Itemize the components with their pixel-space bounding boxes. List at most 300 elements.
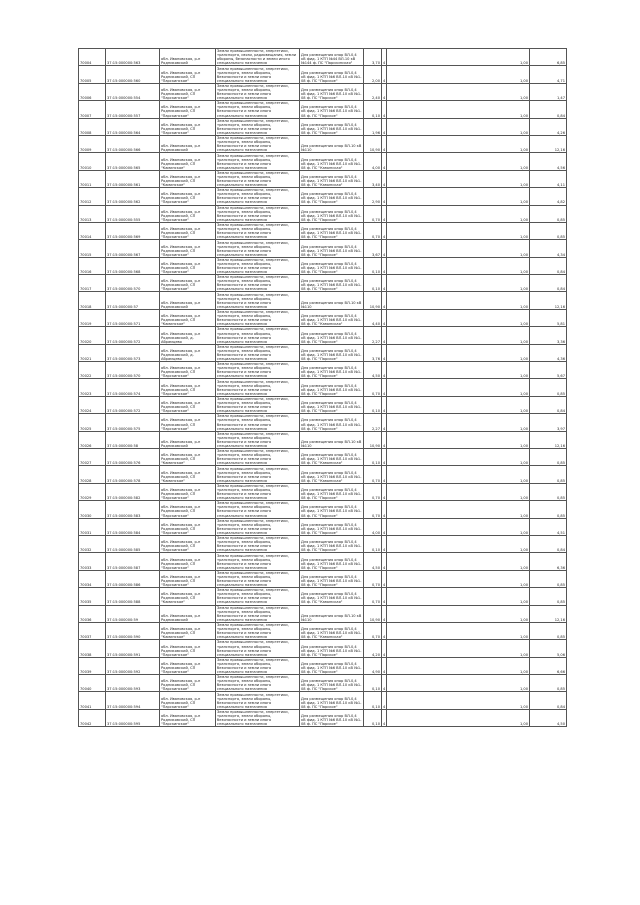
row-id: 70042 bbox=[79, 709, 106, 726]
cadastral-value: 4,71 bbox=[530, 66, 567, 83]
cadastral-value: 0,85 bbox=[530, 379, 567, 396]
cadastral-value: 4,36 bbox=[530, 344, 567, 361]
row-id: 70025 bbox=[79, 414, 106, 431]
cadastral-number: 37:15:000000:584 bbox=[106, 518, 160, 535]
cadastral-number: 37:15:000000:57 bbox=[106, 292, 160, 309]
land-category: Земли промышленности, энергетики, транспорта, земли обороны, безопасности и земли иного специального назначения bbox=[216, 379, 300, 396]
row-id: 70027 bbox=[79, 448, 106, 465]
coefficient-value: 1,00 bbox=[387, 118, 530, 135]
coefficient-value: 1,00 bbox=[387, 379, 530, 396]
row-id: 70041 bbox=[79, 692, 106, 709]
table-row bbox=[79, 118, 567, 135]
permitted-use: Для размещения опор ВЛ-0,4 кВ фид. 1 КТП №6 ВЛ-10 кВ №1-08 ф. ПС "Парское" bbox=[300, 414, 364, 431]
unit-flag: 4 bbox=[382, 275, 387, 292]
parcel-address: обл. Ивановская, р-н Родниковский, СП "Парскинское" bbox=[160, 518, 216, 535]
area-value: 0,10 bbox=[364, 396, 382, 413]
land-category: Земли промышленности, энергетики, транспорта, земли обороны, безопасности и земли иного специального назначения bbox=[216, 101, 300, 118]
permitted-use: Для размещения опор ВЛ-10 кВ №110 bbox=[300, 135, 364, 152]
land-category: Земли промышленности, энергетики, транспорта, земли обороны, безопасности и земли иного специального назначения bbox=[216, 553, 300, 570]
cadastral-value: 0,85 bbox=[530, 205, 567, 222]
row-id: 70014 bbox=[79, 222, 106, 239]
permitted-use: Для размещения опор ВЛ-0,4 кВ фид. 1 КТП №6 ВЛ-10 кВ №1-08 ф. ПС "Парское" bbox=[300, 188, 364, 205]
land-category: Земли промышленности, энергетики, транспорта, земли обороны, безопасности и земли иного специального назначения bbox=[216, 483, 300, 500]
row-id: 70033 bbox=[79, 553, 106, 570]
cadastral-number: 37:15:000000:572 bbox=[106, 396, 160, 413]
cadastral-number: 37:15:000000:593 bbox=[106, 675, 160, 692]
land-category: Земли промышленности, энергетики, транспорта, земли обороны, безопасности и земли иного специального назначения bbox=[216, 675, 300, 692]
unit-flag: 4 bbox=[382, 205, 387, 222]
unit-flag: 4 bbox=[382, 362, 387, 379]
cadastral-value: 0,85 bbox=[530, 675, 567, 692]
land-category: Земли промышленности, энергетики, транспорта, земли обороны, безопасности и земли иного специального назначения bbox=[216, 309, 300, 326]
cadastral-value: 0,85 bbox=[530, 501, 567, 518]
parcel-address: обл. Ивановская, р-н Родниковский, СП "Парскинское" bbox=[160, 101, 216, 118]
table-row bbox=[79, 188, 567, 205]
unit-flag: 4 bbox=[382, 692, 387, 709]
cadastral-value: 0,84 bbox=[530, 101, 567, 118]
row-id: 70038 bbox=[79, 640, 106, 657]
area-value: 0,10 bbox=[364, 275, 382, 292]
permitted-use: Для размещения опор ВЛ-0,4 кВ фид. 1 КТП №44 ВЛ-10 кВ №144 ф. ПС "Парскинская" bbox=[300, 49, 364, 66]
coefficient-value: 1,00 bbox=[387, 518, 530, 535]
cadastral-number: 37:15:000000:583 bbox=[106, 501, 160, 518]
row-id: 70015 bbox=[79, 240, 106, 257]
parcel-address: обл. Ивановская, р-н Родниковский bbox=[160, 49, 216, 66]
coefficient-value: 1,00 bbox=[387, 414, 530, 431]
table-row bbox=[79, 588, 567, 605]
area-value: 0,10 bbox=[364, 101, 382, 118]
permitted-use: Для размещения опор ВЛ-10 кВ №110 bbox=[300, 431, 364, 448]
row-id: 70036 bbox=[79, 605, 106, 622]
permitted-use: Для размещения опор ВЛ-0,4 кВ фид. 1 КТП №6 ВЛ-10 кВ №1-08 ф. ПС "Парское" bbox=[300, 535, 364, 552]
land-category: Земли промышленности, энергетики, транспорта, земли обороны, безопасности и земли иного специального назначения bbox=[216, 518, 300, 535]
row-id: 70005 bbox=[79, 66, 106, 83]
permitted-use: Для размещения опор ВЛ-0,4 кВ фид. 1 КТП №6 ВЛ-10 кВ №1-08 ф. ПС "Парское" bbox=[300, 222, 364, 239]
row-id: 70028 bbox=[79, 466, 106, 483]
table-row bbox=[79, 622, 567, 639]
area-value: 0,10 bbox=[364, 535, 382, 552]
row-id: 70030 bbox=[79, 501, 106, 518]
unit-flag: 4 bbox=[382, 588, 387, 605]
permitted-use: Для размещения опор ВЛ-0,4 кВ фид. 1 КТП №6 ВЛ-10 кВ №1-08 ф. ПС "Каминская" bbox=[300, 448, 364, 465]
cadastral-number: 37:15:000000:578 bbox=[106, 466, 160, 483]
row-id: 70016 bbox=[79, 257, 106, 274]
area-value: 10,90 bbox=[364, 292, 382, 309]
land-category: Земли промышленности, энергетики, транспорта, земли обороны, безопасности и земли иного специального назначения bbox=[216, 414, 300, 431]
permitted-use: Для размещения опор ВЛ-0,4 кВ фид. 1 КТП №6 ВЛ-10 кВ №1-08 ф. ПС "Каминская" bbox=[300, 588, 364, 605]
unit-flag: 4 bbox=[382, 483, 387, 500]
coefficient-value: 1,00 bbox=[387, 49, 530, 66]
permitted-use: Для размещения опор ВЛ-0,4 кВ фид. 1 КТП №6 ВЛ-10 кВ №1-08 ф. ПС "Парское" bbox=[300, 396, 364, 413]
table-row bbox=[79, 101, 567, 118]
parcel-address: обл. Ивановская, р-н Родниковский, СП "Парскинское" bbox=[160, 501, 216, 518]
parcel-address: обл. Ивановская, р-н Родниковский, СП "Каминское" bbox=[160, 588, 216, 605]
coefficient-value: 1,00 bbox=[387, 709, 530, 726]
coefficient-value: 1,00 bbox=[387, 622, 530, 639]
table-row bbox=[79, 570, 567, 587]
table-row bbox=[79, 135, 567, 152]
parcel-address: обл. Ивановская, р-н Родниковский, СП "Каминское" bbox=[160, 309, 216, 326]
coefficient-value: 1,00 bbox=[387, 188, 530, 205]
table-body bbox=[79, 49, 567, 727]
unit-flag: 4 bbox=[382, 414, 387, 431]
cadastral-value: 6,66 bbox=[530, 657, 567, 674]
land-category: Земли промышленности, энергетики, транспорта, земли обороны, безопасности и земли иного специального назначения bbox=[216, 83, 300, 100]
land-category: Земли промышленности, энергетики, транспорта, земли обороны, безопасности и земли иного специального назначения bbox=[216, 431, 300, 448]
permitted-use: Для размещения опор ВЛ-0,4 кВ фид. 1 КТП №6 ВЛ-10 кВ №1-08 ф. ПС "Каминская" bbox=[300, 466, 364, 483]
table-row bbox=[79, 431, 567, 448]
parcel-address: обл. Ивановская, р-н Родниковский bbox=[160, 605, 216, 622]
coefficient-value: 1,00 bbox=[387, 257, 530, 274]
parcel-address: обл. Ивановская, р-н Родниковский, СП "Каминское" bbox=[160, 448, 216, 465]
cadastral-value: 6,36 bbox=[530, 553, 567, 570]
area-value: 0,70 bbox=[364, 483, 382, 500]
coefficient-value: 1,00 bbox=[387, 344, 530, 361]
table-row bbox=[79, 327, 567, 344]
row-id: 70031 bbox=[79, 518, 106, 535]
permitted-use: Для размещения опор ВЛ-0,4 кВ фид. 1 КТП №6 ВЛ-10 кВ №1-08 ф. ПС "Парское" bbox=[300, 327, 364, 344]
coefficient-value: 1,00 bbox=[387, 605, 530, 622]
cadastral-number: 37:15:000000:569 bbox=[106, 222, 160, 239]
coefficient-value: 1,00 bbox=[387, 431, 530, 448]
area-value: 10,90 bbox=[364, 431, 382, 448]
row-id: 70035 bbox=[79, 588, 106, 605]
unit-flag: 4 bbox=[382, 466, 387, 483]
parcel-address: обл. Ивановская, р-н Родниковский, СП "Парскинское" bbox=[160, 675, 216, 692]
cadastral-value: 5,81 bbox=[530, 309, 567, 326]
area-value: 3,40 bbox=[364, 170, 382, 187]
table-row bbox=[79, 414, 567, 431]
row-id: 70007 bbox=[79, 101, 106, 118]
cadastral-number: 37:15:000000:554 bbox=[106, 83, 160, 100]
permitted-use: Для размещения опор ВЛ-0,4 кВ фид. 1 КТП №6 ВЛ-10 кВ №1-08 ф. ПС "Парское" bbox=[300, 518, 364, 535]
table-row bbox=[79, 396, 567, 413]
register-page bbox=[78, 48, 566, 727]
coefficient-value: 1,00 bbox=[387, 222, 530, 239]
cadastral-number: 37:15:000000:565 bbox=[106, 153, 160, 170]
coefficient-value: 1,00 bbox=[387, 101, 530, 118]
unit-flag: 4 bbox=[382, 49, 387, 66]
land-category: Земли промышленности, энергетики, транспорта, земли обороны, безопасности и земли иного специального назначения bbox=[216, 535, 300, 552]
cadastral-number: 37:15:000000:567 bbox=[106, 240, 160, 257]
permitted-use: Для размещения опор ВЛ-0,4 кВ фид. 1 КТП №6 ВЛ-10 кВ №1-08 ф. ПС "Парское" bbox=[300, 362, 364, 379]
coefficient-value: 1,00 bbox=[387, 553, 530, 570]
land-category: Земли промышленности, энергетики, транспорта, земли обороны, безопасности и земли иного специального назначения bbox=[216, 570, 300, 587]
coefficient-value: 1,00 bbox=[387, 657, 530, 674]
cadastral-value: 4,26 bbox=[530, 118, 567, 135]
table-row bbox=[79, 379, 567, 396]
unit-flag: 4 bbox=[382, 222, 387, 239]
parcel-address: обл. Ивановская, р-н Родниковский, СП "Парскинское" bbox=[160, 535, 216, 552]
permitted-use: Для размещения опор ВЛ-0,4 кВ фид. 1 КТП №6 ВЛ-10 кВ №1-08 ф. ПС "Парское" bbox=[300, 205, 364, 222]
cadastral-number: 37:15:000000:582 bbox=[106, 483, 160, 500]
cadastral-number: 37:15:000000:588 bbox=[106, 588, 160, 605]
row-id: 70012 bbox=[79, 188, 106, 205]
cadastral-number: 37:15:000000:555 bbox=[106, 205, 160, 222]
cadastral-number: 37:15:000000:58 bbox=[106, 431, 160, 448]
permitted-use: Для размещения опор ВЛ-10 кВ №110 bbox=[300, 605, 364, 622]
coefficient-value: 1,00 bbox=[387, 205, 530, 222]
parcel-address: обл. Ивановская, р-н Родниковский, СП "Парскинское" bbox=[160, 205, 216, 222]
unit-flag: 4 bbox=[382, 309, 387, 326]
table-row bbox=[79, 66, 567, 83]
parcel-address: обл. Ивановская, р-н Родниковский, СП "Каминское" bbox=[160, 170, 216, 187]
cadastral-number: 37:15:000000:592 bbox=[106, 657, 160, 674]
parcel-address: обл. Ивановская, р-н Родниковский, СП "Парскинское" bbox=[160, 553, 216, 570]
table-row bbox=[79, 153, 567, 170]
permitted-use: Для размещения опор ВЛ-0,4 кВ фид. 1 КТП №6 ВЛ-10 кВ №1-08 ф. ПС "Парское" bbox=[300, 344, 364, 361]
table-row bbox=[79, 448, 567, 465]
permitted-use: Для размещения опор ВЛ-0,4 кВ фид. 1 КТП №6 ВЛ-10 кВ №1-08 ф. ПС "Каминская" bbox=[300, 622, 364, 639]
unit-flag: 4 bbox=[382, 118, 387, 135]
cadastral-number: 37:15:000000:571 bbox=[106, 309, 160, 326]
table-row bbox=[79, 518, 567, 535]
parcel-address: обл. Ивановская, р-н Родниковский, СП "Парскинское" bbox=[160, 709, 216, 726]
area-value: 1,96 bbox=[364, 118, 382, 135]
coefficient-value: 1,00 bbox=[387, 448, 530, 465]
cadastral-number: 37:15:000000:570 bbox=[106, 275, 160, 292]
area-value: 10,90 bbox=[364, 135, 382, 152]
row-id: 70013 bbox=[79, 205, 106, 222]
land-category: Земли промышленности, энергетики, транспорта, земли обороны, безопасности и земли иного специального назначения bbox=[216, 448, 300, 465]
row-id: 70010 bbox=[79, 153, 106, 170]
cadastral-number: 37:15:000000:560 bbox=[106, 66, 160, 83]
unit-flag: 4 bbox=[382, 709, 387, 726]
land-category: Земли промышленности, энергетики, транспорта, земли обороны, безопасности и земли иного специального назначения bbox=[216, 118, 300, 135]
table-row bbox=[79, 501, 567, 518]
cadastral-value: 1,47 bbox=[530, 83, 567, 100]
land-category: Земли промышленности, энергетики, транспорта, земли обороны, безопасности и земли иного специального назначения bbox=[216, 588, 300, 605]
table-row bbox=[79, 709, 567, 726]
coefficient-value: 1,00 bbox=[387, 135, 530, 152]
cadastral-number: 37:15:000000:590 bbox=[106, 622, 160, 639]
area-value: 2,00 bbox=[364, 66, 382, 83]
coefficient-value: 1,00 bbox=[387, 170, 530, 187]
unit-flag: 4 bbox=[382, 188, 387, 205]
unit-flag: 4 bbox=[382, 379, 387, 396]
cadastral-value: 4,51 bbox=[530, 518, 567, 535]
cadastral-value: 5,06 bbox=[530, 640, 567, 657]
area-value: 4,90 bbox=[364, 657, 382, 674]
cadastral-value: 0,84 bbox=[530, 257, 567, 274]
coefficient-value: 1,00 bbox=[387, 327, 530, 344]
land-category: Земли промышленности, энергетики, транспорта, земли обороны, безопасности и земли иного специального назначения bbox=[216, 605, 300, 622]
area-value: 0,10 bbox=[364, 448, 382, 465]
row-id: 70019 bbox=[79, 309, 106, 326]
unit-flag: 4 bbox=[382, 292, 387, 309]
parcel-address: обл. Ивановская, р-н Родниковский, СП "Парскинское" bbox=[160, 188, 216, 205]
permitted-use: Для размещения опор ВЛ-0,4 кВ фид. 1 КТП №6 ВЛ-10 кВ №1-08 ф. ПС "Парское" bbox=[300, 501, 364, 518]
unit-flag: 4 bbox=[382, 622, 387, 639]
permitted-use: Для размещения опор ВЛ-0,4 кВ фид. 1 КТП №6 ВЛ-10 кВ №1-08 ф. ПС "Парское" bbox=[300, 483, 364, 500]
cadastral-number: 37:15:000000:570 bbox=[106, 362, 160, 379]
row-id: 70018 bbox=[79, 292, 106, 309]
land-category: Земли промышленности, энергетики, транспорта, земли обороны, безопасности и земли иного специального назначения bbox=[216, 153, 300, 170]
row-id: 70034 bbox=[79, 570, 106, 587]
cadastral-value: 3,36 bbox=[530, 327, 567, 344]
coefficient-value: 1,00 bbox=[387, 535, 530, 552]
row-id: 70009 bbox=[79, 135, 106, 152]
land-category: Земли промышленности, энергетики, транспорта, земли обороны, безопасности и земли иного специального назначения bbox=[216, 240, 300, 257]
land-category: Земли промышленности, энергетики, транспорта, земли обороны, безопасности и земли иного специального назначения bbox=[216, 292, 300, 309]
table-row bbox=[79, 170, 567, 187]
row-id: 70039 bbox=[79, 657, 106, 674]
permitted-use: Для размещения опор ВЛ-0,4 кВ фид. 1 КТП №6 ВЛ-10 кВ №1-08 ф. ПС "Каминская" bbox=[300, 170, 364, 187]
unit-flag: 4 bbox=[382, 570, 387, 587]
permitted-use: Для размещения опор ВЛ-0,4 кВ фид. 1 КТП №6 ВЛ-10 кВ №1-08 ф. ПС "Парское" bbox=[300, 675, 364, 692]
cadastral-value: 4,11 bbox=[530, 170, 567, 187]
table-row bbox=[79, 292, 567, 309]
table-row bbox=[79, 275, 567, 292]
cadastral-number: 37:15:000000:59 bbox=[106, 605, 160, 622]
area-value: 0,10 bbox=[364, 675, 382, 692]
cadastral-number: 37:15:000000:594 bbox=[106, 692, 160, 709]
area-value: 10,90 bbox=[364, 605, 382, 622]
parcel-address: обл. Ивановская, р-н Родниковский, СП "Парскинское" bbox=[160, 222, 216, 239]
unit-flag: 4 bbox=[382, 553, 387, 570]
cadastral-value: 4,56 bbox=[530, 153, 567, 170]
coefficient-value: 1,00 bbox=[387, 640, 530, 657]
land-category: Земли промышленности, энергетики, транспорта, земли обороны, безопасности и земли иного специального назначения bbox=[216, 170, 300, 187]
area-value: 0,70 bbox=[364, 466, 382, 483]
cadastral-number: 37:15:000000:564 bbox=[106, 118, 160, 135]
area-value: 2,90 bbox=[364, 188, 382, 205]
table-row bbox=[79, 605, 567, 622]
area-value: 4,40 bbox=[364, 309, 382, 326]
unit-flag: 4 bbox=[382, 66, 387, 83]
cadastral-value: 4,82 bbox=[530, 188, 567, 205]
unit-flag: 4 bbox=[382, 170, 387, 187]
cadastral-value: 0,84 bbox=[530, 692, 567, 709]
permitted-use: Для размещения опор ВЛ-0,4 кВ фид. 1 КТП №6 ВЛ-10 кВ №1-08 ф. ПС "Парское" bbox=[300, 83, 364, 100]
coefficient-value: 1,00 bbox=[387, 66, 530, 83]
parcel-address: обл. Ивановская, р-н Родниковский, СП "Парскинское" bbox=[160, 257, 216, 274]
cadastral-value: 12,16 bbox=[530, 605, 567, 622]
parcel-address: обл. Ивановская, р-н Родниковский, СП "Каминское" bbox=[160, 622, 216, 639]
row-id: 70040 bbox=[79, 675, 106, 692]
permitted-use: Для размещения опор ВЛ-10 кВ №110 bbox=[300, 292, 364, 309]
parcel-address: обл. Ивановская, р-н Родниковский, СП "Парскинское" bbox=[160, 275, 216, 292]
cadastral-value: 12,16 bbox=[530, 431, 567, 448]
parcel-address: обл. Ивановская, р-н Родниковский, СП "Парскинское" bbox=[160, 66, 216, 83]
unit-flag: 4 bbox=[382, 240, 387, 257]
parcel-address: обл. Ивановская, р-н Родниковский, СП "Парскинское" bbox=[160, 118, 216, 135]
cadastral-number: 37:15:000000:591 bbox=[106, 640, 160, 657]
cadastral-number: 37:15:000000:562 bbox=[106, 188, 160, 205]
unit-flag: 4 bbox=[382, 605, 387, 622]
land-category: Земли промышленности, энергетики, транспорта, земли обороны, безопасности и земли иного специального назначения bbox=[216, 257, 300, 274]
parcel-address: обл. Ивановская, р-н Родниковский, СП "Парскинское" bbox=[160, 379, 216, 396]
unit-flag: 4 bbox=[382, 257, 387, 274]
parcel-address: обл. Ивановская, р-н Родниковский, СП "Парскинское" bbox=[160, 692, 216, 709]
land-category: Земли промышленности, энергетики, транспорта, земли обороны, безопасности и земли иного специального назначения bbox=[216, 344, 300, 361]
parcel-address: обл. Ивановская, р-н Родниковский, д. Абрамцево bbox=[160, 327, 216, 344]
unit-flag: 4 bbox=[382, 101, 387, 118]
coefficient-value: 1,00 bbox=[387, 588, 530, 605]
parcel-address: обл. Ивановская, р-н Родниковский, д. Абрамцево bbox=[160, 344, 216, 361]
permitted-use: Для размещения опор ВЛ-0,4 кВ фид. 1 КТП №6 ВЛ-10 кВ №1-08 ф. ПС "Каминская" bbox=[300, 153, 364, 170]
land-category: Земли промышленности, энергетики, транспорта, земли обороны, безопасности и земли иного специального назначения bbox=[216, 657, 300, 674]
permitted-use: Для размещения опор ВЛ-0,4 кВ фид. 1 КТП №6 ВЛ-10 кВ №1-08 ф. ПС "Каминская" bbox=[300, 309, 364, 326]
parcel-address: обл. Ивановская, р-н Родниковский, СП "Парскинское" bbox=[160, 362, 216, 379]
table-row bbox=[79, 240, 567, 257]
land-category: Земли промышленности, энергетики, транспорта, земли обороны, безопасности и земли иного специального назначения bbox=[216, 396, 300, 413]
area-value: 2,40 bbox=[364, 83, 382, 100]
land-category: Земли промышленности, энергетики, транспорта, земли обороны, безопасности и земли иного специального назначения bbox=[216, 709, 300, 726]
cadastral-number: 37:15:000000:587 bbox=[106, 553, 160, 570]
area-value: 0,70 bbox=[364, 588, 382, 605]
area-value: 0,70 bbox=[364, 205, 382, 222]
unit-flag: 4 bbox=[382, 675, 387, 692]
land-category: Земли промышленности, энергетики, транспорта, земли обороны, безопасности и земли иного специального назначения bbox=[216, 222, 300, 239]
unit-flag: 4 bbox=[382, 135, 387, 152]
area-value: 0,70 bbox=[364, 501, 382, 518]
cadastral-value: 0,84 bbox=[530, 396, 567, 413]
land-category: Земли промышленности, энергетики, транспорта, земли обороны, безопасности и земли иного специального назначения bbox=[216, 692, 300, 709]
table-row bbox=[79, 657, 567, 674]
permitted-use: Для размещения опор ВЛ-0,4 кВ фид. 1 КТП №6 ВЛ-10 кВ №1-08 ф. ПС "Парское" bbox=[300, 640, 364, 657]
cadastral-number: 37:15:000000:586 bbox=[106, 570, 160, 587]
cadastral-number: 37:15:000000:572 bbox=[106, 327, 160, 344]
unit-flag: 4 bbox=[382, 501, 387, 518]
land-category: Земли промышленности, энергетики, транспорта, земли обороны, безопасности и земли иного специального назначения bbox=[216, 135, 300, 152]
row-id: 70032 bbox=[79, 535, 106, 552]
land-category: Земли промышленности, энергетики, транспорта, земли обороны, безопасности и земли иного специального назначения bbox=[216, 362, 300, 379]
area-value: 0,70 bbox=[364, 570, 382, 587]
parcel-address: обл. Ивановская, р-н Родниковский bbox=[160, 431, 216, 448]
coefficient-value: 1,00 bbox=[387, 153, 530, 170]
row-id: 70021 bbox=[79, 344, 106, 361]
permitted-use: Для размещения опор ВЛ-0,4 кВ фид. 1 КТП №6 ВЛ-10 кВ №1-08 ф. ПС "Парское" bbox=[300, 118, 364, 135]
parcel-address: обл. Ивановская, р-н Родниковский, СП "Парскинское" bbox=[160, 640, 216, 657]
unit-flag: 4 bbox=[382, 153, 387, 170]
cadastral-value: 6,85 bbox=[530, 49, 567, 66]
unit-flag: 4 bbox=[382, 518, 387, 535]
area-value: 3,70 bbox=[364, 49, 382, 66]
cadastral-value: 0,85 bbox=[530, 622, 567, 639]
coefficient-value: 1,00 bbox=[387, 501, 530, 518]
unit-flag: 4 bbox=[382, 657, 387, 674]
cadastral-value: 0,85 bbox=[530, 448, 567, 465]
table-row bbox=[79, 344, 567, 361]
area-value: 3,67 bbox=[364, 240, 382, 257]
table-row bbox=[79, 309, 567, 326]
permitted-use: Для размещения опор ВЛ-0,4 кВ фид. 1 КТП №6 ВЛ-10 кВ №1-08 ф. ПС "Парское" bbox=[300, 257, 364, 274]
cadastral-value: 12,16 bbox=[530, 292, 567, 309]
unit-flag: 4 bbox=[382, 431, 387, 448]
permitted-use: Для размещения опор ВЛ-0,4 кВ фид. 1 КТП №6 ВЛ-10 кВ №1-08 ф. ПС "Парское" bbox=[300, 692, 364, 709]
table-row bbox=[79, 83, 567, 100]
parcel-address: обл. Ивановская, р-н Родниковский, СП "Парскинское" bbox=[160, 396, 216, 413]
cadastral-number: 37:15:000000:573 bbox=[106, 344, 160, 361]
row-id: 70024 bbox=[79, 396, 106, 413]
area-value: 4,00 bbox=[364, 518, 382, 535]
table-row bbox=[79, 466, 567, 483]
area-value: 0,10 bbox=[364, 692, 382, 709]
parcel-register-table bbox=[78, 48, 567, 727]
table-row bbox=[79, 640, 567, 657]
area-value: 2,27 bbox=[364, 327, 382, 344]
cadastral-value: 4,50 bbox=[530, 709, 567, 726]
area-value: 3,76 bbox=[364, 344, 382, 361]
row-id: 70029 bbox=[79, 483, 106, 500]
coefficient-value: 1,00 bbox=[387, 362, 530, 379]
land-category: Земли промышленности, энергетики, транспорта, земли обороны, безопасности и земли иного специального назначения bbox=[216, 275, 300, 292]
cadastral-number: 37:15:000000:557 bbox=[106, 101, 160, 118]
parcel-address: обл. Ивановская, р-н Родниковский, СП "Парскинское" bbox=[160, 414, 216, 431]
cadastral-value: 3,97 bbox=[530, 414, 567, 431]
cadastral-number: 37:15:000000:595 bbox=[106, 709, 160, 726]
